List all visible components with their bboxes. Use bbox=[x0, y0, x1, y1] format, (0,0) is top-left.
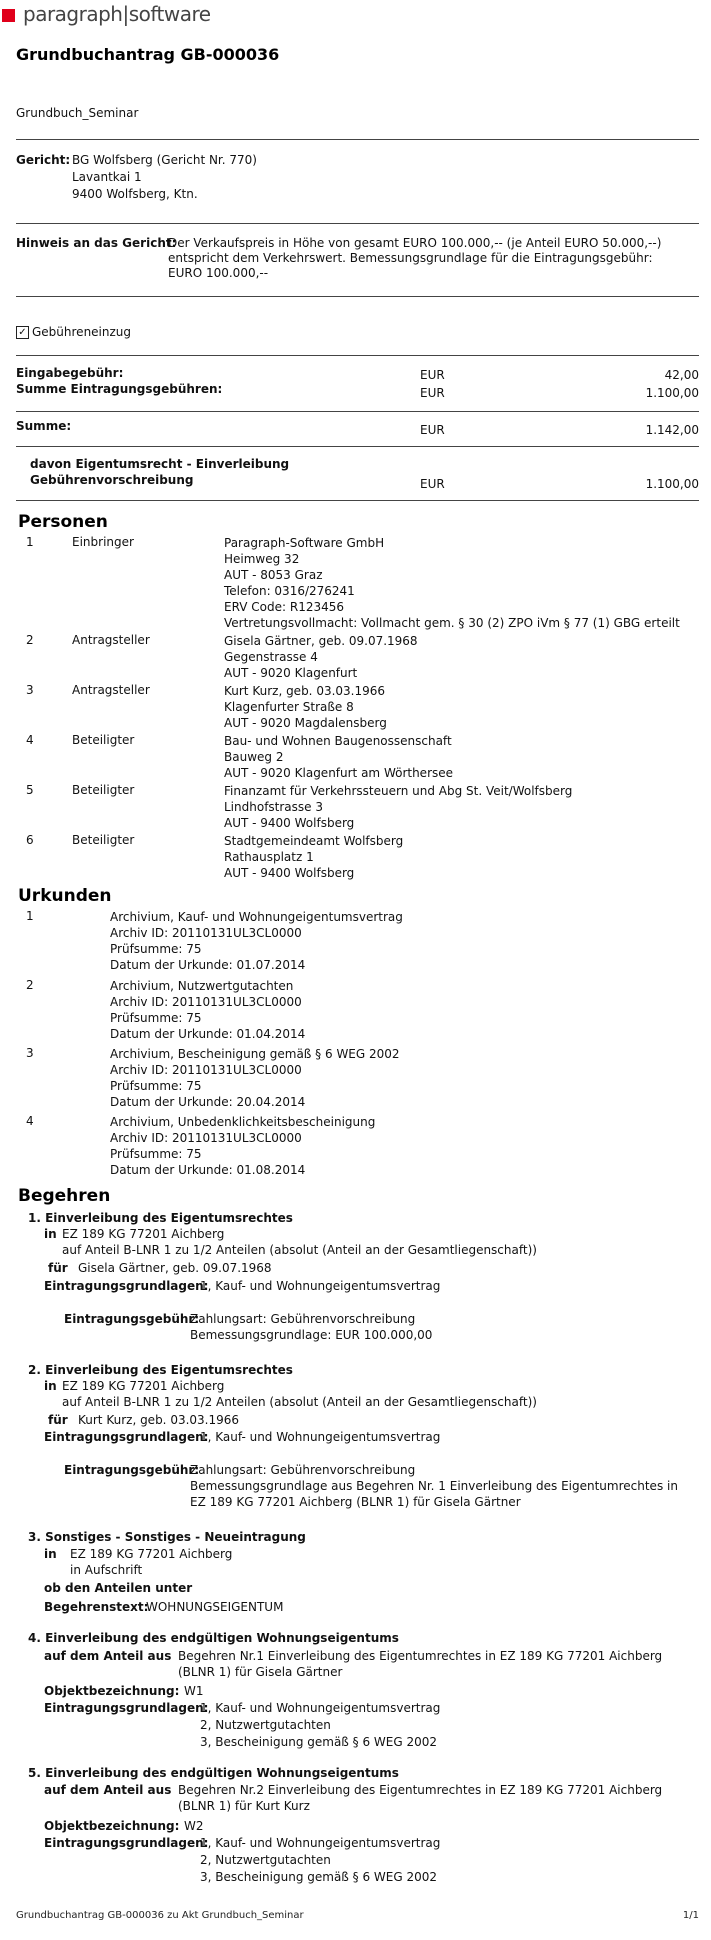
hinweis-text bbox=[168, 236, 661, 281]
grund-line: 1, Kauf- und Wohnungeigentumsvertrag bbox=[200, 1701, 441, 1715]
divider bbox=[16, 355, 699, 356]
person-number: 6 bbox=[26, 833, 34, 847]
footer-reference: Grundbuchantrag GB-000036 zu Akt Grundbuch_Seminar bbox=[16, 1910, 304, 1921]
eingabegebuehr-amount: 42,00 bbox=[664, 368, 699, 382]
person-detail-line: Kurt Kurz, geb. 03.03.1966 bbox=[224, 684, 386, 698]
begehren-2-in-value: EZ 189 KG 77201 Aichberg bbox=[62, 1379, 225, 1393]
person-detail-line: Gisela Gärtner, geb. 09.07.1968 bbox=[224, 634, 418, 648]
grund-line: 3, Bescheinigung gemäß § 6 WEG 2002 bbox=[200, 1735, 438, 1749]
gebuehr-line: Zahlungsart: Gebührenvorschreibung bbox=[190, 1312, 416, 1326]
begehren-3-in-label: in bbox=[44, 1547, 57, 1561]
begehren-5-title: 5. Einverleibung des endgültigen Wohnungseigentums bbox=[28, 1766, 399, 1780]
person-detail-line: AUT - 9020 Magdalensberg bbox=[224, 716, 387, 730]
begehren-3-text-value: WOHNUNGSEIGENTUM bbox=[146, 1600, 284, 1614]
davon-line: davon Eigentumsrecht - Einverleibung bbox=[30, 457, 290, 471]
person-detail-line: Vertretungsvollmacht: Vollmacht gem. § 30 (2) ZPO iVm § 77 (1) GBG erteilt bbox=[224, 616, 680, 630]
urkunde-detail-line: Archiv ID: 20110131UL3CL0000 bbox=[110, 926, 302, 940]
begehren-5-grund-list bbox=[200, 1835, 440, 1886]
gericht-line: 9400 Wolfsberg, Ktn. bbox=[72, 187, 198, 201]
begehren-5-obj-value: W2 bbox=[184, 1819, 204, 1833]
person-detail-line: AUT - 9400 Wolfsberg bbox=[224, 816, 355, 830]
begehren-1-in-value: EZ 189 KG 77201 Aichberg bbox=[62, 1227, 225, 1241]
begehren-4-auf-value bbox=[178, 1648, 662, 1680]
person-details bbox=[224, 783, 572, 831]
eingabegebuehr-label: Eingabegebühr: bbox=[16, 366, 124, 380]
person-detail-line: Finanzamt für Verkehrssteuern und Abg St. Veit/Wolfsberg bbox=[224, 784, 573, 798]
davon-currency: EUR bbox=[420, 477, 445, 491]
urkunde-detail-line: Prüfsumme: 75 bbox=[110, 942, 202, 956]
person-role: Antragsteller bbox=[72, 633, 150, 647]
person-details bbox=[224, 633, 418, 681]
begehren-1-in-label: in bbox=[44, 1227, 57, 1241]
davon-label bbox=[30, 456, 289, 488]
page-number: 1/1 bbox=[682, 1910, 699, 1921]
grund-line: 3, Bescheinigung gemäß § 6 WEG 2002 bbox=[200, 1870, 438, 1884]
begehren-3-text-label: Begehrenstext: bbox=[44, 1600, 149, 1614]
document-title: Grundbuchantrag GB-000036 bbox=[16, 45, 280, 64]
gebuehr-line: EZ 189 KG 77201 Aichberg (BLNR 1) für Gisela Gärtner bbox=[190, 1495, 521, 1509]
grund-line: 1, Kauf- und Wohnungeigentumsvertrag bbox=[200, 1836, 441, 1850]
begehren-4-obj-value: W1 bbox=[184, 1684, 204, 1698]
auf-line: (BLNR 1) für Kurt Kurz bbox=[178, 1799, 310, 1813]
begehren-2-title: 2. Einverleibung des Eigentumsrechtes bbox=[28, 1363, 293, 1377]
urkunde-details bbox=[110, 1114, 375, 1178]
davon-amount: 1.100,00 bbox=[645, 477, 699, 491]
begehren-heading: Begehren bbox=[18, 1186, 111, 1206]
urkunde-detail-line: Datum der Urkunde: 20.04.2014 bbox=[110, 1095, 306, 1109]
urkunde-detail-line: Archivium, Bescheinigung gemäß § 6 WEG 2002 bbox=[110, 1047, 400, 1061]
begehren-4-grund-label: Eintragungsgrundlagen: bbox=[44, 1701, 209, 1715]
begehren-4-obj-label: Objektbezeichnung: bbox=[44, 1684, 180, 1698]
begehren-1-grund-label: Eintragungsgrundlagen: bbox=[44, 1279, 209, 1293]
urkunde-detail-line: Prüfsumme: 75 bbox=[110, 1079, 202, 1093]
auf-line: (BLNR 1) für Gisela Gärtner bbox=[178, 1665, 343, 1679]
gebuehr-line: Bemessungsgrundlage: EUR 100.000,00 bbox=[190, 1328, 433, 1342]
person-detail-line: Rathausplatz 1 bbox=[224, 850, 314, 864]
urkunde-number: 1 bbox=[26, 909, 34, 923]
person-detail-line: AUT - 9020 Klagenfurt am Wörthersee bbox=[224, 766, 454, 780]
gebuehr-line: Bemessungsgrundlage aus Begehren Nr. 1 Einverleibung des Eigentumrechtes in bbox=[190, 1479, 678, 1493]
hinweis-section bbox=[16, 236, 176, 250]
person-number: 4 bbox=[26, 733, 34, 747]
person-role: Einbringer bbox=[72, 535, 134, 549]
summe-eintragungsgebuehren-amount: 1.100,00 bbox=[645, 386, 699, 400]
begehren-2-fuer-label: für bbox=[48, 1413, 68, 1427]
person-details bbox=[224, 733, 453, 781]
urkunde-details bbox=[110, 909, 403, 973]
person-detail-line: AUT - 9020 Klagenfurt bbox=[224, 666, 358, 680]
begehren-1-anteil: auf Anteil B-LNR 1 zu 1/2 Anteilen (absolut (Anteil an der Gesamtliegenschaft)) bbox=[62, 1243, 537, 1257]
grund-line: 2, Nutzwertgutachten bbox=[200, 1718, 331, 1732]
person-role: Antragsteller bbox=[72, 683, 150, 697]
begehren-1-fuer-value: Gisela Gärtner, geb. 09.07.1968 bbox=[78, 1261, 272, 1275]
personen-heading: Personen bbox=[18, 512, 108, 532]
hinweis-label: Hinweis an das Gericht: bbox=[16, 236, 177, 250]
begehren-3-title: 3. Sonstiges - Sonstiges - Neueintragung bbox=[28, 1530, 306, 1544]
grund-line: 2, Nutzwertgutachten bbox=[200, 1853, 331, 1867]
begehren-1-fuer-label: für bbox=[48, 1261, 68, 1275]
begehren-2-anteil: auf Anteil B-LNR 1 zu 1/2 Anteilen (absolut (Anteil an der Gesamtliegenschaft)) bbox=[62, 1395, 537, 1409]
begehren-1-gebuehr-details bbox=[190, 1311, 432, 1343]
akt-name: Grundbuch_Seminar bbox=[16, 106, 139, 120]
urkunde-detail-line: Prüfsumme: 75 bbox=[110, 1147, 202, 1161]
divider bbox=[16, 411, 699, 412]
urkunde-detail-line: Archivium, Unbedenklichkeitsbescheinigung bbox=[110, 1115, 376, 1129]
begehren-2-gebuehr-label: Eintragungsgebühr: bbox=[64, 1463, 200, 1477]
urkunde-number: 4 bbox=[26, 1114, 34, 1128]
gericht-line: BG Wolfsberg (Gericht Nr. 770) bbox=[72, 153, 257, 167]
divider bbox=[16, 223, 699, 224]
begehren-2-fuer-value: Kurt Kurz, geb. 03.03.1966 bbox=[78, 1413, 240, 1427]
urkunde-detail-line: Archivium, Kauf- und Wohnungeigentumsvertrag bbox=[110, 910, 403, 924]
summe-currency: EUR bbox=[420, 423, 445, 437]
summe-label: Summe: bbox=[16, 419, 72, 433]
person-detail-line: AUT - 8053 Graz bbox=[224, 568, 323, 582]
divider bbox=[16, 446, 699, 447]
begehren-4-title: 4. Einverleibung des endgültigen Wohnungseigentums bbox=[28, 1631, 399, 1645]
urkunden-heading: Urkunden bbox=[18, 886, 112, 906]
gericht-label: Gericht: bbox=[16, 153, 71, 167]
brand-logo bbox=[2, 2, 211, 26]
divider bbox=[16, 139, 699, 140]
begehren-2-grund-label: Eintragungsgrundlagen: bbox=[44, 1430, 209, 1444]
urkunde-detail-line: Archiv ID: 20110131UL3CL0000 bbox=[110, 1063, 302, 1077]
person-detail-line: Heimweg 32 bbox=[224, 552, 300, 566]
person-detail-line: Paragraph-Software GmbH bbox=[224, 536, 385, 550]
begehren-1-grund-value: 1, Kauf- und Wohnungeigentumsvertrag bbox=[200, 1279, 441, 1293]
divider bbox=[16, 296, 699, 297]
urkunde-number: 3 bbox=[26, 1046, 34, 1060]
urkunde-details bbox=[110, 978, 305, 1042]
begehren-5-auf-value bbox=[178, 1782, 662, 1814]
begehren-3-ob-label: ob den Anteilen unter bbox=[44, 1581, 193, 1595]
urkunde-detail-line: Archivium, Nutzwertgutachten bbox=[110, 979, 294, 993]
summe-amount: 1.142,00 bbox=[645, 423, 699, 437]
begehren-2-gebuehr-details bbox=[190, 1462, 678, 1510]
person-detail-line: Gegenstrasse 4 bbox=[224, 650, 318, 664]
urkunde-detail-line: Archiv ID: 20110131UL3CL0000 bbox=[110, 995, 302, 1009]
auf-line: Begehren Nr.2 Einverleibung des Eigentumrechtes in EZ 189 KG 77201 Aichberg bbox=[178, 1783, 663, 1797]
begehren-4-auf-label: auf dem Anteil aus bbox=[44, 1649, 172, 1663]
begehren-5-grund-label: Eintragungsgrundlagen: bbox=[44, 1836, 209, 1850]
gebuehreneinzug-checkbox[interactable]: ✓ bbox=[16, 326, 29, 339]
summe-eintragungsgebuehren-currency: EUR bbox=[420, 386, 445, 400]
begehren-1-gebuehr-label: Eintragungsgebühr: bbox=[64, 1312, 200, 1326]
urkunde-detail-line: Datum der Urkunde: 01.07.2014 bbox=[110, 958, 306, 972]
person-detail-line: Klagenfurter Straße 8 bbox=[224, 700, 354, 714]
begehren-4-grund-list bbox=[200, 1700, 440, 1751]
begehren-3-aufschrift: in Aufschrift bbox=[70, 1563, 143, 1577]
brand-name: paragraph|software bbox=[23, 2, 211, 26]
urkunde-detail-line: Datum der Urkunde: 01.08.2014 bbox=[110, 1163, 306, 1177]
person-role: Beteiligter bbox=[72, 833, 135, 847]
gericht-address bbox=[72, 152, 257, 203]
hinweis-line: EURO 100.000,-- bbox=[168, 266, 269, 280]
hinweis-line: entspricht dem Verkehrswert. Bemessungsgrundlage für die Eintragungsgebühr: bbox=[168, 251, 653, 265]
begehren-2-grund-value: 1, Kauf- und Wohnungeigentumsvertrag bbox=[200, 1430, 441, 1444]
person-details bbox=[224, 535, 680, 631]
urkunde-number: 2 bbox=[26, 978, 34, 992]
person-number: 1 bbox=[26, 535, 34, 549]
person-number: 5 bbox=[26, 783, 34, 797]
person-details bbox=[224, 683, 387, 731]
begehren-1-title: 1. Einverleibung des Eigentumsrechtes bbox=[28, 1211, 293, 1225]
davon-line: Gebührenvorschreibung bbox=[30, 473, 194, 487]
gericht-section bbox=[16, 152, 70, 168]
person-detail-line: ERV Code: R123456 bbox=[224, 600, 345, 614]
gericht-line: Lavantkai 1 bbox=[72, 170, 142, 184]
begehren-2-in-label: in bbox=[44, 1379, 57, 1393]
begehren-5-auf-label: auf dem Anteil aus bbox=[44, 1783, 172, 1797]
urkunde-detail-line: Archiv ID: 20110131UL3CL0000 bbox=[110, 1131, 302, 1145]
person-detail-line: Bauweg 2 bbox=[224, 750, 284, 764]
gebuehr-line: Zahlungsart: Gebührenvorschreibung bbox=[190, 1463, 416, 1477]
person-details bbox=[224, 833, 403, 881]
person-role: Beteiligter bbox=[72, 783, 135, 797]
person-detail-line: Lindhofstrasse 3 bbox=[224, 800, 323, 814]
urkunde-detail-line: Datum der Urkunde: 01.04.2014 bbox=[110, 1027, 306, 1041]
person-detail-line: Bau- und Wohnen Baugenossenschaft bbox=[224, 734, 452, 748]
summe-eintragungsgebuehren-label: Summe Eintragungsgebühren: bbox=[16, 382, 223, 396]
eingabegebuehr-currency: EUR bbox=[420, 368, 445, 382]
begehren-3-in-value: EZ 189 KG 77201 Aichberg bbox=[70, 1547, 233, 1561]
person-detail-line: Telefon: 0316/276241 bbox=[224, 584, 355, 598]
urkunde-details bbox=[110, 1046, 400, 1110]
auf-line: Begehren Nr.1 Einverleibung des Eigentumrechtes in EZ 189 KG 77201 Aichberg bbox=[178, 1649, 663, 1663]
urkunde-detail-line: Prüfsumme: 75 bbox=[110, 1011, 202, 1025]
person-number: 2 bbox=[26, 633, 34, 647]
begehren-5-obj-label: Objektbezeichnung: bbox=[44, 1819, 180, 1833]
person-number: 3 bbox=[26, 683, 34, 697]
person-detail-line: AUT - 9400 Wolfsberg bbox=[224, 866, 355, 880]
person-detail-line: Stadtgemeindeamt Wolfsberg bbox=[224, 834, 404, 848]
gebuehreneinzug-label: Gebühreneinzug bbox=[32, 325, 132, 339]
logo-mark-icon bbox=[2, 9, 15, 22]
hinweis-line: Der Verkaufspreis in Höhe von gesamt EURO 100.000,-- (je Anteil EURO 50.000,--) bbox=[168, 236, 662, 250]
divider bbox=[16, 500, 699, 501]
person-role: Beteiligter bbox=[72, 733, 135, 747]
